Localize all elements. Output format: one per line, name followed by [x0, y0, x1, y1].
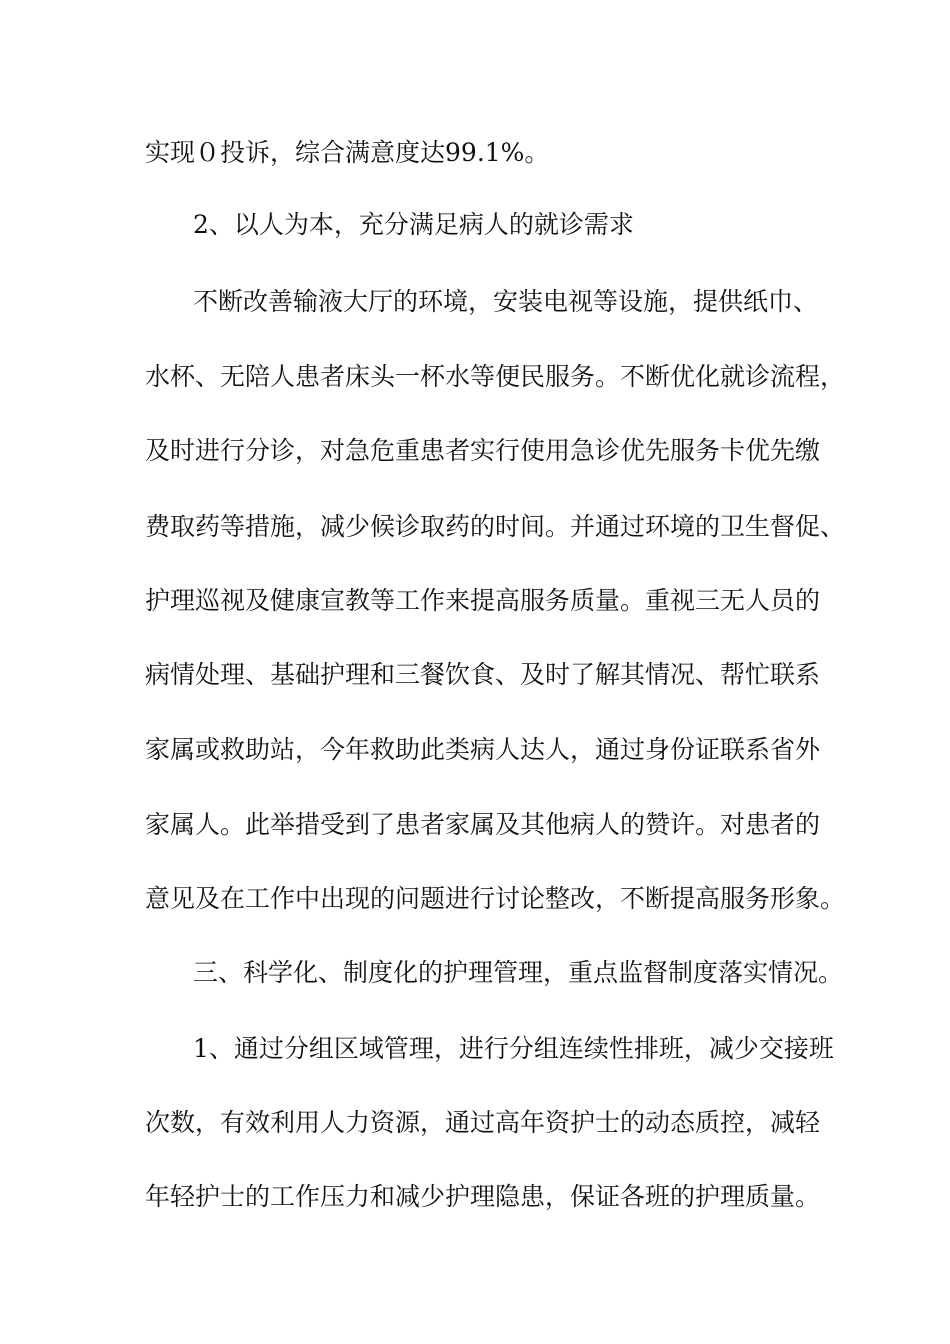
text-line-11: 意见及在工作中出现的问题进行讨论整改，不断提高服务形象。	[145, 884, 846, 913]
text-line-13: 1、通过分组区域管理，进行分组连续性排班，减少交接班	[193, 1034, 834, 1063]
text-line-7: 护理巡视及健康宣教等工作来提高服务质量。重视三无人员的	[145, 586, 821, 615]
text-line-10: 家属人。此举措受到了患者家属及其他病人的赞许。对患者的	[145, 810, 821, 839]
text-line-4: 水杯、无陪人患者床头一杯水等便民服务。不断优化就诊流程，	[145, 362, 846, 391]
text-line-8: 病情处理、基础护理和三餐饮食、及时了解其情况、帮忙联系	[145, 660, 821, 689]
text-line-6: 费取药等措施，减少候诊取药的时间。并通过环境的卫生督促、	[145, 512, 846, 541]
section-heading-3: 三、科学化、制度化的护理管理，重点监督制度落实情况。	[193, 958, 844, 987]
text-line-1: 实现０投诉，综合满意度达99.1%。	[145, 138, 550, 167]
text-line-5: 及时进行分诊，对急危重患者实行使用急诊优先服务卡优先缴	[145, 436, 821, 465]
text-line-9: 家属或救助站，今年救助此类病人达人，通过身份证联系省外	[145, 735, 821, 764]
text-line-14: 次数，有效利用人力资源，通过高年资护士的动态质控，减轻	[145, 1108, 821, 1137]
text-line-3: 不断改善输液大厅的环境，安装电视等设施，提供纸巾、	[193, 287, 819, 316]
text-line-15: 年轻护士的工作压力和减少护理隐患，保证各班的护理质量。	[145, 1182, 821, 1211]
section-heading-2: 2、以人为本，充分满足病人的就诊需求	[193, 210, 634, 239]
